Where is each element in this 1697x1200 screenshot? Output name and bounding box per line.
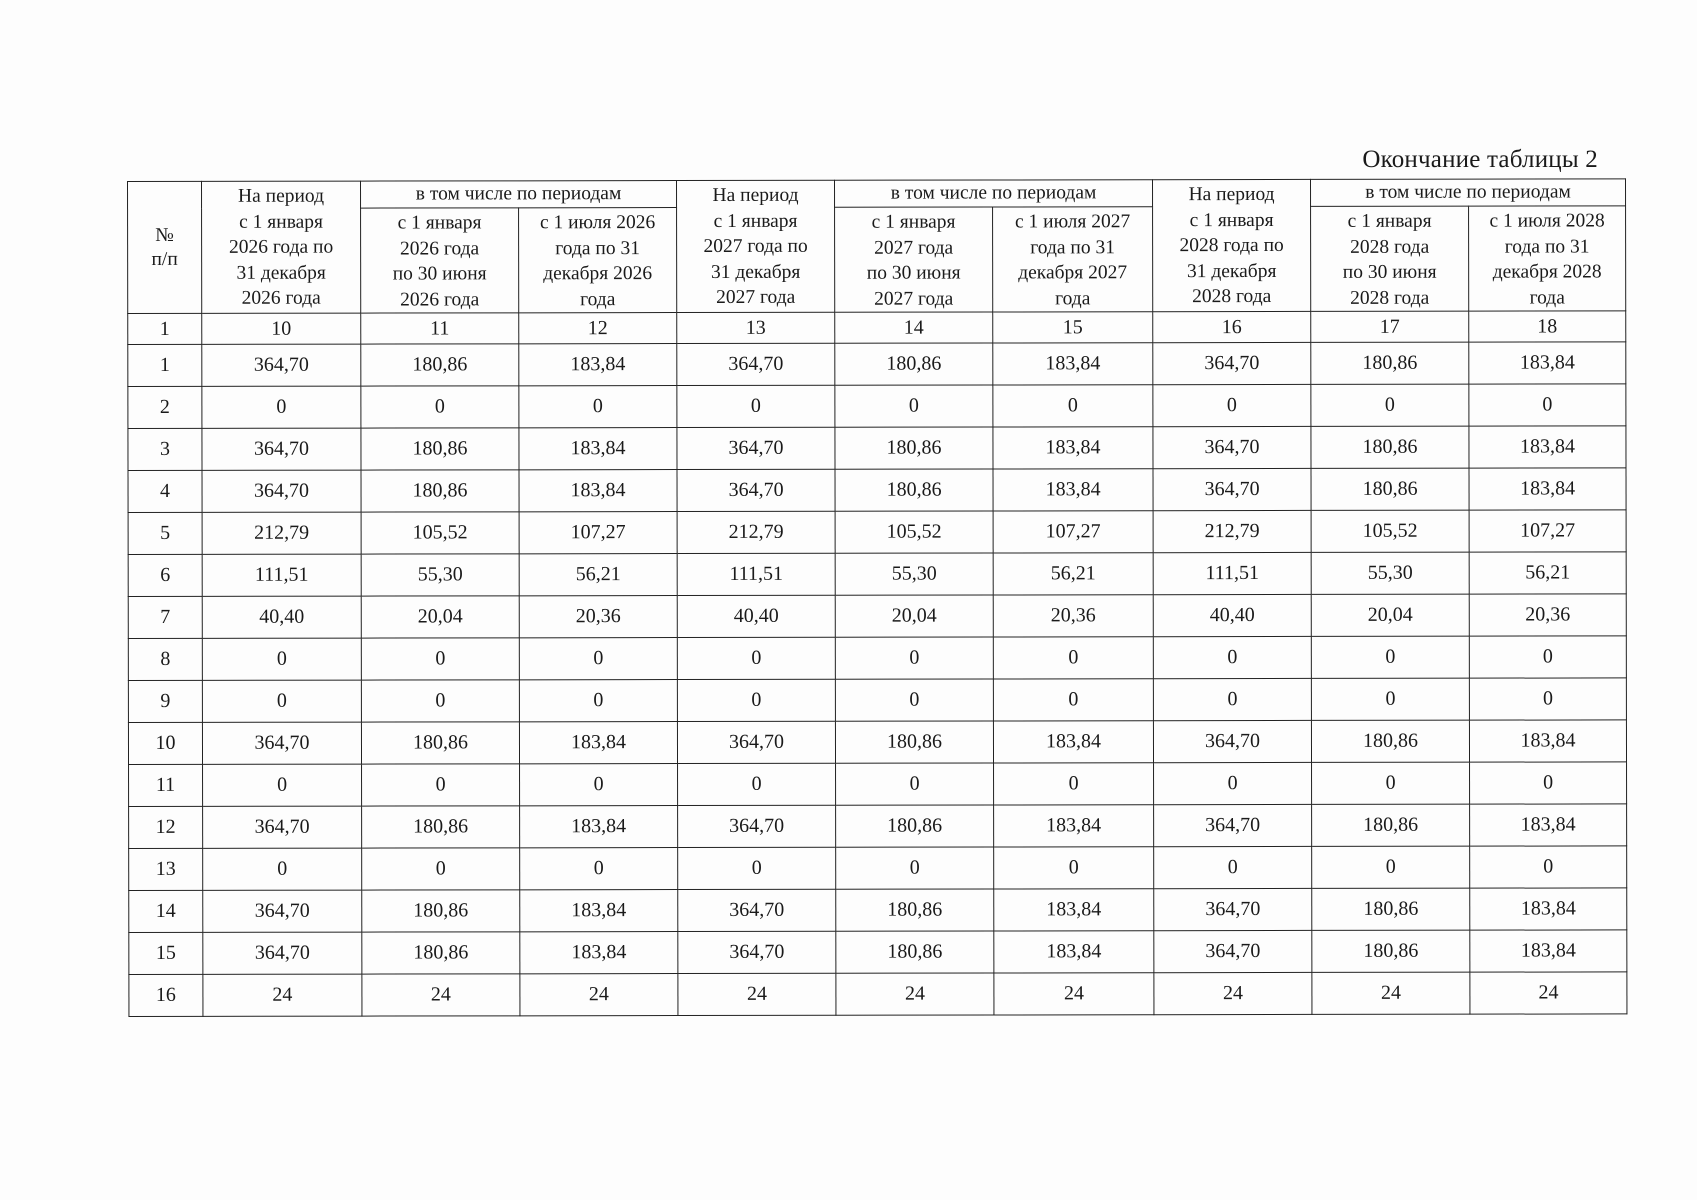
value-cell: 364,70: [1153, 342, 1311, 384]
table-row: [128, 720, 1626, 765]
value-cell: 0: [1153, 636, 1311, 678]
value-cell: 364,70: [1154, 804, 1312, 846]
value-cell: 183,84: [519, 722, 677, 764]
value-cell: 212,79: [677, 511, 835, 553]
row-number-cell: 1: [128, 344, 202, 386]
value-cell: 20,36: [993, 595, 1153, 637]
value-cell: 0: [835, 385, 993, 427]
value-cell: 0: [836, 763, 994, 805]
value-cell: 24: [362, 974, 520, 1016]
value-cell: 24: [1470, 972, 1627, 1014]
column-number: 18: [1469, 311, 1626, 342]
value-cell: 183,84: [1469, 468, 1626, 510]
subperiod-header-h1-2027: [835, 207, 993, 312]
subperiod-header-h2-2027-text: с 1 июля 2027 года по 31 декабря 2027 года: [1014, 211, 1131, 309]
value-cell: 0: [677, 679, 835, 721]
value-cell: 0: [993, 385, 1153, 427]
value-cell: 183,84: [520, 890, 678, 932]
row-number-cell: 11: [129, 764, 203, 806]
value-cell: 183,84: [1469, 720, 1626, 762]
value-cell: 105,52: [835, 511, 993, 553]
value-cell: 0: [1312, 846, 1470, 888]
value-cell: 183,84: [519, 428, 677, 470]
value-cell: 105,52: [1311, 510, 1469, 552]
period-header-2028-text: На период с 1 января 2028 года по 31 декабря 2028 года: [1179, 183, 1284, 308]
value-cell: 24: [678, 973, 836, 1015]
value-cell: 0: [519, 680, 677, 722]
table-row: [128, 384, 1626, 429]
table-body: [128, 342, 1627, 1017]
group-header-2026: в том числе по периодам: [361, 181, 677, 209]
value-cell: 55,30: [1311, 552, 1469, 594]
period-header-2026: [202, 181, 361, 313]
value-cell: 180,86: [835, 721, 993, 763]
value-cell: 183,84: [1469, 342, 1626, 384]
column-number: 16: [1153, 311, 1311, 342]
value-cell: 183,84: [519, 470, 677, 512]
value-cell: 105,52: [361, 512, 519, 554]
value-cell: 20,04: [835, 595, 993, 637]
row-number-cell: 8: [128, 638, 202, 680]
value-cell: 364,70: [678, 889, 836, 931]
table-row: [128, 510, 1626, 555]
value-cell: 24: [1312, 972, 1470, 1014]
value-cell: 0: [203, 848, 362, 890]
row-number-header-text: № п/п: [151, 224, 178, 270]
value-cell: 0: [1154, 846, 1312, 888]
subperiod-header-h2-2028: [1469, 206, 1626, 311]
row-number-cell: 10: [128, 722, 202, 764]
value-cell: 180,86: [835, 469, 993, 511]
value-cell: 56,21: [993, 553, 1153, 595]
period-header-2028: [1153, 179, 1311, 311]
table-row: [129, 804, 1627, 849]
value-cell: 180,86: [1311, 720, 1469, 762]
value-cell: 180,86: [1312, 804, 1470, 846]
value-cell: 180,86: [1311, 468, 1469, 510]
table-row: [128, 636, 1626, 681]
table-row: [128, 552, 1626, 597]
value-cell: 20,36: [519, 596, 677, 638]
column-number: 13: [677, 312, 835, 343]
value-cell: 0: [1312, 762, 1470, 804]
value-cell: 55,30: [835, 553, 993, 595]
value-cell: 24: [836, 973, 994, 1015]
value-cell: 107,27: [993, 511, 1153, 553]
value-cell: 183,84: [1470, 930, 1627, 972]
value-cell: 364,70: [203, 932, 362, 974]
value-cell: 180,86: [835, 427, 993, 469]
value-cell: 56,21: [519, 554, 677, 596]
subperiod-header-h2-2026-text: с 1 июля 2026 года по 31 декабря 2026 года: [539, 212, 656, 310]
value-cell: 183,84: [1470, 804, 1627, 846]
table-caption: Окончание таблицы 2: [1362, 146, 1598, 173]
value-cell: 183,84: [993, 343, 1153, 385]
value-cell: 0: [202, 680, 361, 722]
value-cell: 183,84: [993, 721, 1153, 763]
value-cell: 180,86: [362, 806, 520, 848]
value-cell: 0: [520, 848, 678, 890]
value-cell: 0: [677, 385, 835, 427]
row-number-cell: 4: [128, 470, 202, 512]
value-cell: 0: [993, 679, 1153, 721]
table-row: [128, 426, 1626, 471]
value-cell: 183,84: [994, 889, 1154, 931]
value-cell: 40,40: [1153, 594, 1311, 636]
value-cell: 0: [520, 764, 678, 806]
subperiod-header-h1-2026-text: с 1 января 2026 года по 30 июня 2026 года: [392, 212, 487, 311]
value-cell: 183,84: [994, 805, 1154, 847]
value-cell: 180,86: [1311, 426, 1469, 468]
value-cell: 111,51: [202, 554, 361, 596]
value-cell: 0: [994, 763, 1154, 805]
table-row: [128, 594, 1626, 639]
value-cell: 364,70: [677, 427, 835, 469]
value-cell: 364,70: [202, 344, 361, 386]
period-header-2027: [677, 180, 835, 312]
row-number-header: [128, 181, 202, 313]
row-number-cell: 16: [129, 974, 203, 1016]
value-cell: 0: [202, 638, 361, 680]
table-row: [129, 972, 1627, 1017]
table-row: [128, 678, 1626, 723]
value-cell: 0: [362, 764, 520, 806]
value-cell: 0: [519, 638, 677, 680]
column-number: 12: [519, 313, 677, 344]
subperiod-header-h1-2028: [1311, 206, 1469, 311]
table-row: [129, 888, 1627, 933]
value-cell: 0: [1470, 846, 1627, 888]
tariff-table: [127, 178, 1628, 1017]
value-cell: 364,70: [203, 806, 362, 848]
value-cell: 0: [1154, 762, 1312, 804]
value-cell: 24: [994, 973, 1154, 1015]
value-cell: 0: [1311, 384, 1469, 426]
value-cell: 107,27: [519, 512, 677, 554]
table-row: [128, 468, 1626, 513]
value-cell: 364,70: [677, 343, 835, 385]
column-number: 14: [835, 312, 993, 343]
value-cell: 20,04: [361, 596, 519, 638]
value-cell: 364,70: [1154, 930, 1312, 972]
value-cell: 0: [1153, 678, 1311, 720]
subperiod-header-h2-2027: [993, 207, 1153, 312]
value-cell: 20,36: [1469, 594, 1626, 636]
row-number-cell: 2: [128, 386, 202, 428]
value-cell: 0: [362, 848, 520, 890]
value-cell: 40,40: [202, 596, 361, 638]
value-cell: 0: [994, 847, 1154, 889]
value-cell: 0: [835, 679, 993, 721]
value-cell: 364,70: [1153, 468, 1311, 510]
value-cell: 0: [1470, 762, 1627, 804]
value-cell: 364,70: [1153, 426, 1311, 468]
column-number: 15: [993, 312, 1153, 343]
row-number-cell: 15: [129, 932, 203, 974]
value-cell: 364,70: [1154, 888, 1312, 930]
value-cell: 183,84: [993, 469, 1153, 511]
period-header-2026-text: На период с 1 января 2026 года по 31 декабря 2026 года: [228, 185, 334, 309]
row-number-cell: 6: [128, 554, 202, 596]
value-cell: 24: [203, 974, 362, 1016]
subperiod-header-h2-2026: [519, 208, 677, 313]
value-cell: 212,79: [202, 512, 361, 554]
table-row: [128, 342, 1626, 387]
value-cell: 364,70: [202, 470, 361, 512]
value-cell: 111,51: [677, 553, 835, 595]
value-cell: 0: [993, 637, 1153, 679]
value-cell: 364,70: [677, 469, 835, 511]
value-cell: 0: [835, 637, 993, 679]
value-cell: 183,84: [520, 932, 678, 974]
value-cell: 0: [361, 386, 519, 428]
value-cell: 364,70: [677, 721, 835, 763]
value-cell: 0: [678, 763, 836, 805]
row-number-cell: 3: [128, 428, 202, 470]
value-cell: 0: [1153, 384, 1311, 426]
value-cell: 364,70: [678, 931, 836, 973]
value-cell: 364,70: [678, 805, 836, 847]
column-number: 11: [361, 313, 519, 344]
value-cell: 0: [519, 386, 677, 428]
value-cell: 107,27: [1469, 510, 1626, 552]
value-cell: 0: [202, 386, 361, 428]
value-cell: 180,86: [361, 428, 519, 470]
value-cell: 0: [361, 680, 519, 722]
value-cell: 183,84: [519, 344, 677, 386]
value-cell: 0: [1469, 678, 1626, 720]
value-cell: 180,86: [835, 343, 993, 385]
value-cell: 0: [678, 847, 836, 889]
value-cell: 180,86: [362, 890, 520, 932]
value-cell: 180,86: [1312, 930, 1470, 972]
value-cell: 183,84: [520, 806, 678, 848]
value-cell: 364,70: [202, 722, 361, 764]
column-number: 10: [202, 313, 361, 344]
value-cell: 0: [1311, 678, 1469, 720]
value-cell: 55,30: [361, 554, 519, 596]
value-cell: 24: [520, 974, 678, 1016]
value-cell: 180,86: [836, 889, 994, 931]
value-cell: 364,70: [1153, 720, 1311, 762]
value-cell: 183,84: [1470, 888, 1627, 930]
column-number: 1: [128, 313, 202, 344]
value-cell: 183,84: [993, 427, 1153, 469]
subperiod-header-h1-2026: [361, 208, 519, 313]
value-cell: 180,86: [836, 805, 994, 847]
value-cell: 0: [1311, 636, 1469, 678]
value-cell: 212,79: [1153, 510, 1311, 552]
value-cell: 364,70: [203, 890, 362, 932]
row-number-cell: 12: [129, 806, 203, 848]
row-number-cell: 5: [128, 512, 202, 554]
row-number-cell: 13: [129, 848, 203, 890]
table-row: [129, 930, 1627, 975]
period-header-2027-text: На период с 1 января 2027 года по 31 декабря 2027 года: [703, 184, 808, 308]
value-cell: 180,86: [1312, 888, 1470, 930]
group-header-2028: в том числе по периодам: [1311, 179, 1626, 207]
subperiod-header-h2-2028-text: с 1 июля 2028 года по 31 декабря 2028 года: [1489, 210, 1605, 309]
value-cell: 180,86: [361, 344, 519, 386]
value-cell: 183,84: [1469, 426, 1626, 468]
value-cell: 0: [677, 637, 835, 679]
value-cell: 180,86: [361, 722, 519, 764]
value-cell: 183,84: [994, 931, 1154, 973]
group-header-2027: в том числе по периодам: [835, 180, 1153, 208]
column-number: 17: [1311, 311, 1469, 342]
subperiod-header-h1-2027-text: с 1 января 2027 года по 30 июня 2027 года: [866, 211, 961, 310]
value-cell: 24: [1154, 972, 1312, 1014]
column-number-row: [128, 311, 1626, 345]
value-cell: 180,86: [361, 470, 519, 512]
value-cell: 0: [836, 847, 994, 889]
value-cell: 0: [1469, 636, 1626, 678]
value-cell: 364,70: [202, 428, 361, 470]
value-cell: 0: [1469, 384, 1626, 426]
value-cell: 111,51: [1153, 552, 1311, 594]
value-cell: 0: [361, 638, 519, 680]
value-cell: 56,21: [1469, 552, 1626, 594]
value-cell: 0: [203, 764, 362, 806]
value-cell: 40,40: [677, 595, 835, 637]
table-row: [129, 762, 1627, 807]
row-number-cell: 7: [128, 596, 202, 638]
row-number-cell: 9: [128, 680, 202, 722]
row-number-cell: 14: [129, 890, 203, 932]
value-cell: 20,04: [1311, 594, 1469, 636]
table-row: [129, 846, 1627, 891]
value-cell: 180,86: [836, 931, 994, 973]
value-cell: 180,86: [362, 932, 520, 974]
subperiod-header-h1-2028-text: с 1 января 2028 года по 30 июня 2028 года: [1342, 210, 1437, 309]
value-cell: 180,86: [1311, 342, 1469, 384]
